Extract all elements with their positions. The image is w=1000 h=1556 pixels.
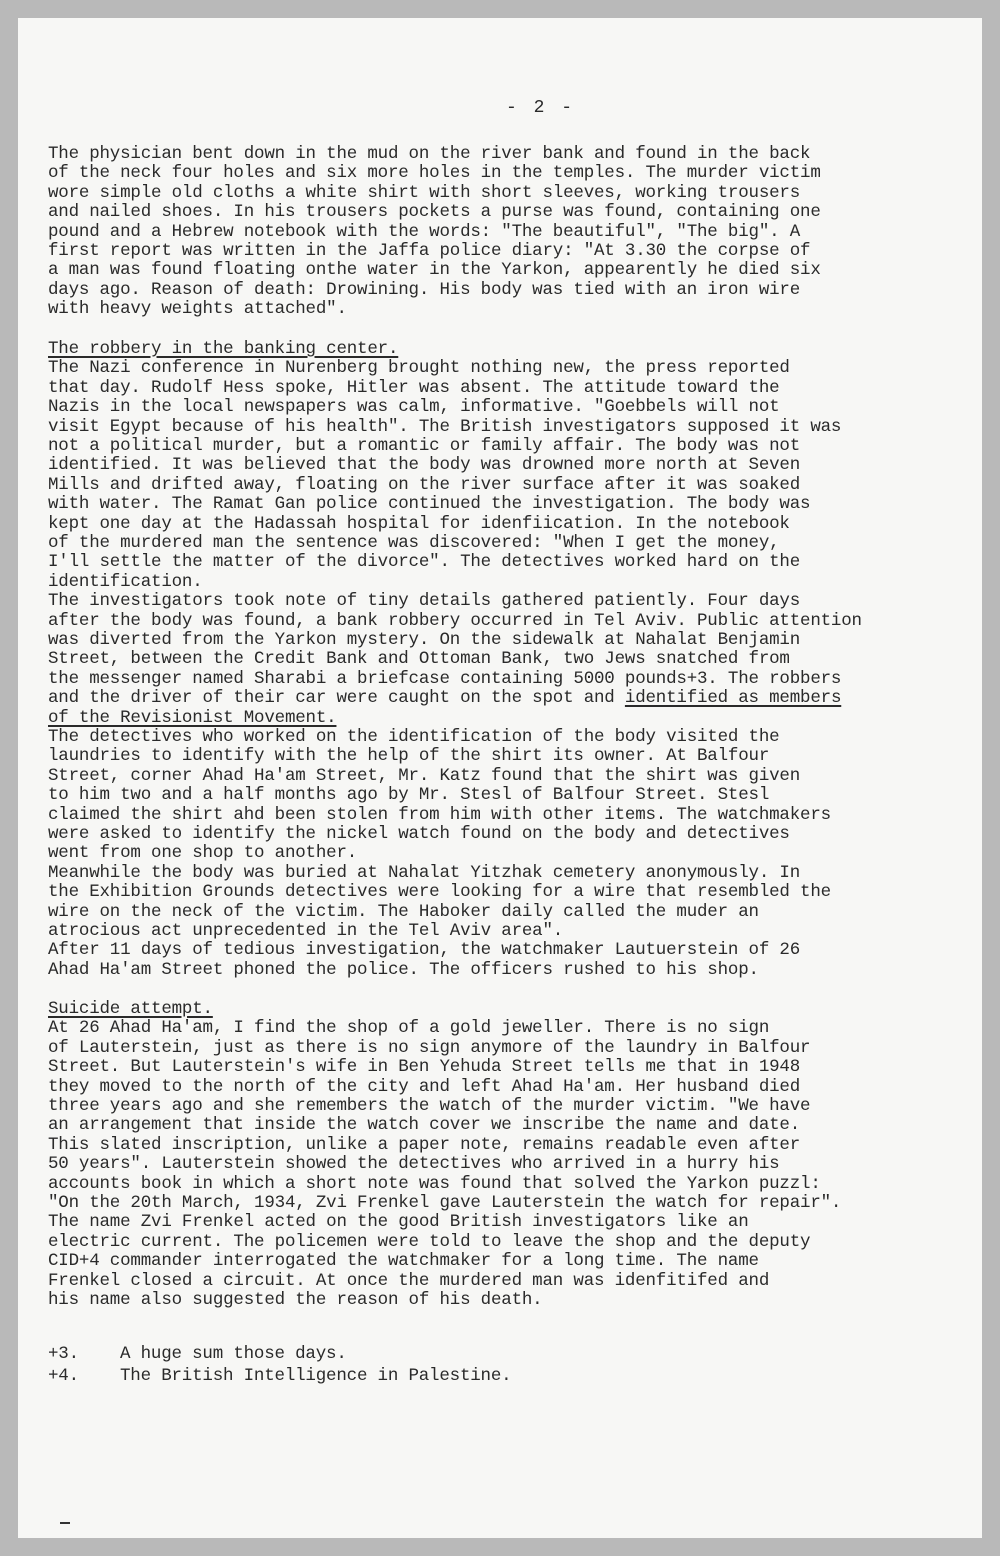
text-line: wore simple old cloths a white shirt with short sleeves, working trousers xyxy=(48,182,801,203)
text-line: The detectives who worked on the identification of the body visited the xyxy=(48,727,780,747)
footnote-number: +4. xyxy=(48,1366,79,1386)
section-heading: The robbery in the banking center. xyxy=(48,339,399,359)
footnote xyxy=(48,1367,511,1386)
text-line: with heavy weights attached". xyxy=(48,299,347,320)
text-line: wire on the neck of the victim. The Haboker daily called the muder an xyxy=(48,901,759,922)
text-line: after the body was found, a bank robbery occurred in Tel Aviv. Public attention xyxy=(48,610,862,631)
text-line: I'll settle the matter of the divorce". The detectives worked hard on the xyxy=(48,552,801,573)
text-line: and nailed shoes. In his trousers pockets a purse was found, containing one xyxy=(48,202,821,223)
text-line: accounts book in which a short note was found that solved the Yarkon puzzl: xyxy=(48,1173,821,1194)
text-line: pound and a Hebrew notebook with the words: "The beautiful", "The big". A xyxy=(48,221,801,242)
footnote xyxy=(48,1345,347,1364)
text-line: first report was written in the Jaffa police diary: "At 3.30 the corpse of xyxy=(48,241,811,261)
underlined-phrase: identified as members xyxy=(624,688,842,709)
underlined-phrase: of the Revisionist Movement. xyxy=(48,707,337,728)
text-line: a man was found floating onthe water in the Yarkon, appearently he died six xyxy=(48,260,821,281)
text-line: an arrangement that inside the watch cover we inscribe the name and date. xyxy=(48,1115,801,1136)
text-line: was diverted from the Yarkon mystery. On the sidewalk at Nahalat Benjamin xyxy=(48,630,801,650)
footnote-text: The British Intelligence in Palestine. xyxy=(120,1366,512,1386)
text-line: of the neck four holes and six more holes in the temples. The murder victim xyxy=(48,163,821,184)
text-line: Street, between the Credit Bank and Ottoman Bank, two Jews snatched from xyxy=(48,649,790,670)
margin-mark xyxy=(60,1522,70,1524)
text-line: identified. It was believed that the body was drowned more north at Seven xyxy=(48,455,801,476)
text-line: of the murdered man the sentence was discovered: "When I get the money, xyxy=(48,533,780,553)
text-line: laundries to identify with the help of the shirt its owner. At Balfour xyxy=(48,746,770,767)
text-line: Mills and drifted away, floating on the river surface after it was soaked xyxy=(48,474,801,495)
text-line: the Exhibition Grounds detectives were looking for a wire that resembled the xyxy=(48,882,831,903)
text-line xyxy=(48,689,841,708)
text-line: Frenkel closed a circuit. At once the murdered man was idenfitifed and xyxy=(48,1270,770,1291)
text-line: Meanwhile the body was buried at Nahalat Yitzhak cemetery anonymously. In xyxy=(48,862,801,883)
document-page xyxy=(18,18,982,1538)
text-line: atrocious act unprecedented in the Tel Aviv area". xyxy=(48,921,564,941)
text-line: they moved to the north of the city and left Ahad Ha'am. Her husband died xyxy=(48,1076,801,1097)
text-line: went from one shop to another. xyxy=(48,843,358,864)
footnote-number: +3. xyxy=(48,1344,79,1364)
text-span: and the driver of their car were caught on the spot and xyxy=(48,688,625,709)
text-line: identification. xyxy=(48,571,203,592)
text-line: with water. The Ramat Gan police continued the investigation. The body was xyxy=(48,494,811,515)
page-number: - 2 - xyxy=(506,98,576,118)
text-line: his name also suggested the reason of his death. xyxy=(48,1290,543,1310)
text-line: Street, corner Ahad Ha'am Street, Mr. Katz found that the shirt was given xyxy=(48,765,801,786)
text-line: The investigators took note of tiny details gathered patiently. Four days xyxy=(48,591,801,612)
text-line: 50 years". Lauterstein showed the detectives who arrived in a hurry his xyxy=(48,1154,780,1175)
text-line: After 11 days of tedious investigation, the watchmaker Lautuerstein of 26 xyxy=(48,940,801,961)
text-line: At 26 Ahad Ha'am, I find the shop of a gold jeweller. There is no sign xyxy=(48,1018,770,1039)
section-heading: Suicide attempt. xyxy=(48,999,213,1019)
footnote-text: A huge sum those days. xyxy=(120,1344,347,1364)
text-line: three years ago and she remembers the watch of the murder victim. "We have xyxy=(48,1096,811,1116)
text-line: The physician bent down in the mud on the river bank and found in the back xyxy=(48,144,811,164)
text-line: The Nazi conference in Nurenberg brought nothing new, the press reported xyxy=(48,358,790,379)
text-line: "On the 20th March, 1934, Zvi Frenkel gave Lauterstein the watch for repair". xyxy=(48,1193,842,1213)
text-line: the messenger named Sharabi a briefcase containing 5000 pounds+3. The robbers xyxy=(48,668,842,689)
text-line: to him two and a half months ago by Mr. Stesl of Balfour Street. Stesl xyxy=(48,785,770,806)
text-line: This slated inscription, unlike a paper note, remains readable even after xyxy=(48,1134,801,1155)
text-line: of Lauterstein, just as there is no sign anymore of the laundry in Balfour xyxy=(48,1037,811,1058)
text-line: not a political murder, but a romantic or family affair. The body was not xyxy=(48,436,801,456)
text-line: Street. But Lauterstein's wife in Ben Yehuda Street tells me that in 1948 xyxy=(48,1057,801,1078)
text-line: kept one day at the Hadassah hospital for idenfiication. In the notebook xyxy=(48,513,790,534)
text-line: CID+4 commander interrogated the watchmaker for a long time. The name xyxy=(48,1251,759,1272)
text-line: Ahad Ha'am Street phoned the police. The officers rushed to his shop. xyxy=(48,959,759,980)
text-line: Nazis in the local newspapers was calm, informative. "Goebbels will not xyxy=(48,397,780,418)
text-line: The name Zvi Frenkel acted on the good British investigators like an xyxy=(48,1212,749,1233)
text-line: that day. Rudolf Hess spoke, Hitler was absent. The attitude toward the xyxy=(48,377,780,398)
text-line: visit Egypt because of his health". The British investigators supposed it was xyxy=(48,416,842,437)
text-line: were asked to identify the nickel watch found on the body and detectives xyxy=(48,824,790,844)
text-line: days ago. Reason of death: Drowining. His body was tied with an iron wire xyxy=(48,279,801,300)
text-line: claimed the shirt ahd been stolen from him with other items. The watchmakers xyxy=(48,804,831,825)
text-line: electric current. The policemen were told to leave the shop and the deputy xyxy=(48,1231,811,1252)
